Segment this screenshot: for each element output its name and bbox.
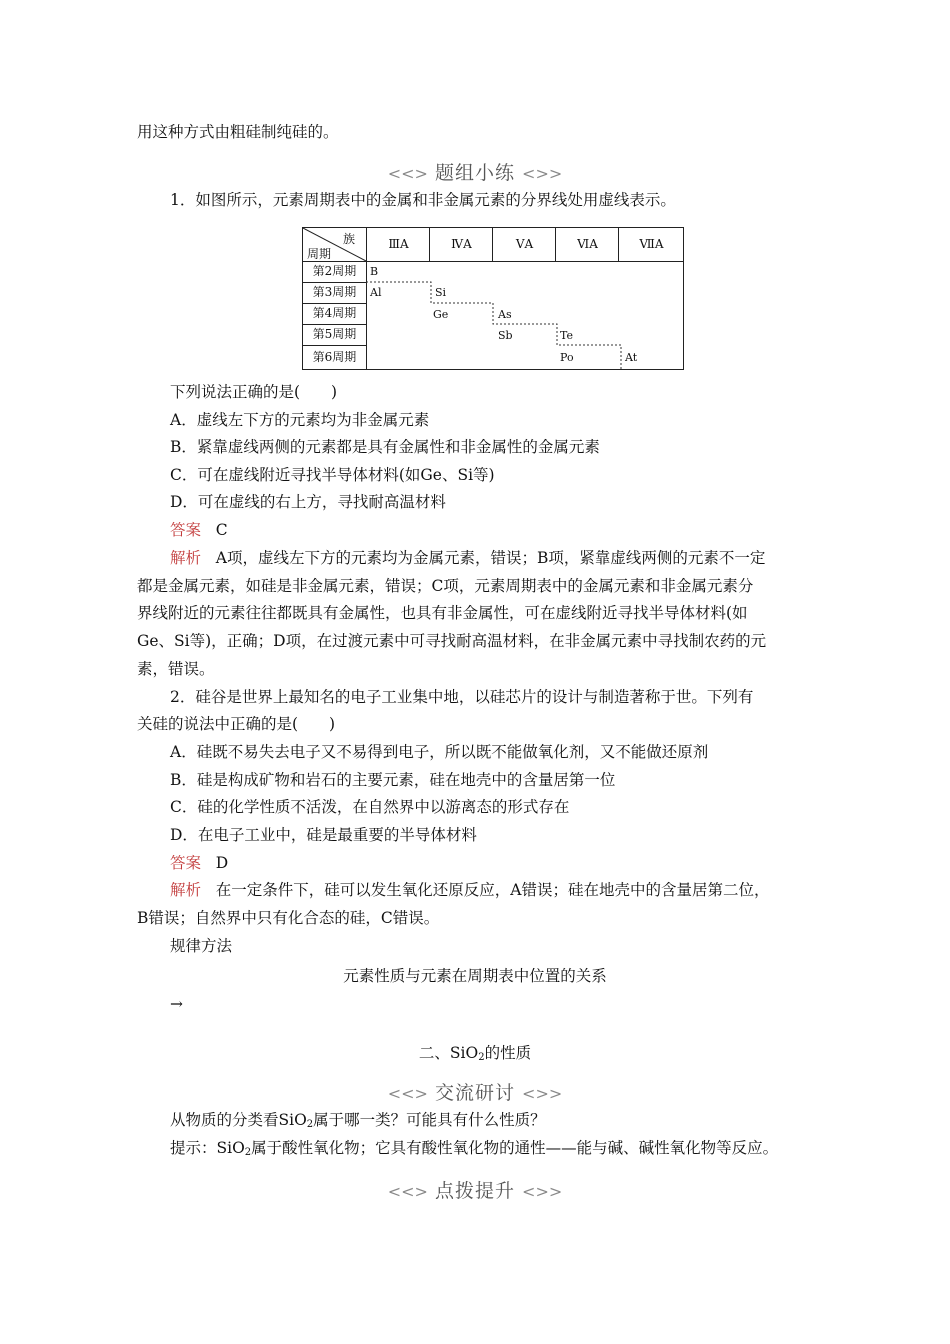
banner-left-ornament: <<> <box>387 1182 428 1201</box>
group-header: ⅤA <box>492 228 556 261</box>
period-label: 第3周期 <box>303 282 367 303</box>
option-a: A．硅既不易失去电子又不易得到电子，所以既不能做氧化剂，又不能做还原剂 <box>170 743 709 761</box>
discussion-hint <box>170 1138 778 1163</box>
element-b: B <box>370 265 379 278</box>
period-label: 第2周期 <box>303 261 367 282</box>
option-c: C．硅的化学性质不活泼，在自然界中以游离态的形式存在 <box>170 798 570 816</box>
text: 提示：SiO <box>170 1139 245 1157</box>
element-ge: Ge <box>433 308 449 321</box>
analysis-text: 都是金属元素，如硅是非金属元素，错误；C项，元素周期表中的金属元素和非金属元素分 <box>137 577 754 595</box>
element-si: Si <box>435 286 447 299</box>
method-title: 元素性质与元素在周期表中位置的关系 <box>343 967 607 985</box>
answer-line <box>170 853 228 873</box>
answer-label: 答案 <box>170 521 202 539</box>
option-b: B．紧靠虚线两侧的元素都是具有金属性和非金属性的金属元素 <box>170 438 600 456</box>
option-a: A．虚线左下方的元素均为非金属元素 <box>170 411 430 429</box>
option-c: C．可在虚线附近寻找半导体材料(如Ge、Si等) <box>170 466 495 484</box>
section-prefix: 二、SiO <box>418 1044 479 1062</box>
group-header: ⅥA <box>555 228 619 261</box>
intro-line: 用这种方式由粗硅制纯硅的。 <box>137 123 339 141</box>
banner-title: 点拨提升 <box>434 1180 515 1202</box>
analysis-line <box>170 880 770 900</box>
answer-label: 答案 <box>170 854 202 872</box>
periodic-table-figure <box>302 227 684 370</box>
analysis-label: 解析 <box>170 549 202 567</box>
element-te: Te <box>560 329 573 342</box>
corner-period-label: 周期 <box>307 247 332 261</box>
discussion-question <box>170 1110 546 1135</box>
analysis-label: 解析 <box>170 881 202 899</box>
banner-title: 交流研讨 <box>434 1082 515 1104</box>
method-label: 规律方法 <box>170 937 233 955</box>
analysis-text: Ge、Si等)，正确；D项，在过渡元素中可寻找耐高温材料，在非金属元素中寻找制农药的元 <box>137 632 767 650</box>
element-as: As <box>498 308 512 321</box>
answer-line <box>170 520 228 540</box>
option-b: B．硅是构成矿物和岩石的主要元素，硅在地壳中的含量居第一位 <box>170 771 616 789</box>
question-2-stem: 关硅的说法中正确的是( ) <box>137 715 336 733</box>
period-label: 第6周期 <box>303 345 367 369</box>
element-po: Po <box>560 351 574 364</box>
section-banner-discussion <box>0 1078 950 1105</box>
element-al: Al <box>370 286 382 299</box>
subscript: 2 <box>244 1147 252 1158</box>
banner-right-ornament: <>> <box>522 1182 563 1201</box>
question-1-stem: 1．如图所示，元素周期表中的金属和非金属元素的分界线处用虚线表示。 <box>170 191 676 209</box>
answer-value: C <box>215 521 228 539</box>
corner-group-label: 族 <box>343 232 356 246</box>
period-label: 第5周期 <box>303 324 367 345</box>
answer-value: D <box>215 854 229 872</box>
section-heading-sio2 <box>0 1043 950 1068</box>
question-1-ask: 下列说法正确的是( ) <box>170 383 338 401</box>
question-2-stem: 2．硅谷是世界上最知名的电子工业集中地，以硅芯片的设计与制造著称于世。下列有 <box>170 688 754 706</box>
banner-right-ornament: <>> <box>522 1084 563 1103</box>
banner-left-ornament: <<> <box>387 164 428 183</box>
arrow-glyph: → <box>170 995 183 1013</box>
group-header: ⅦA <box>618 228 684 261</box>
period-label: 第4周期 <box>303 303 367 324</box>
analysis-text: A项，虚线左下方的元素均为金属元素，错误；B项，紧靠虚线两侧的元素不一定 <box>215 549 766 567</box>
analysis-text: 界线附近的元素往往都既具有金属性，也具有非金属性，可在虚线附近寻找半导体材料(如 <box>137 604 748 622</box>
text: 属于哪一类？可能具有什么性质？ <box>313 1111 546 1129</box>
banner-title: 题组小练 <box>434 162 515 184</box>
text: 从物质的分类看SiO <box>170 1111 307 1129</box>
banner-left-ornament: <<> <box>387 1084 428 1103</box>
group-header: ⅣA <box>429 228 493 261</box>
analysis-text: 素，错误。 <box>137 660 215 678</box>
group-header: ⅢA <box>366 228 430 261</box>
analysis-text: 在一定条件下，硅可以发生氧化还原反应，A错误；硅在地壳中的含量居第二位， <box>215 881 770 899</box>
metal-nonmetal-boundary-line <box>303 228 683 369</box>
analysis-line <box>170 548 765 568</box>
section-banner-practice <box>0 158 950 185</box>
element-sb: Sb <box>498 329 513 342</box>
section-subscript: 2 <box>478 1052 485 1063</box>
text: 属于酸性氧化物；它具有酸性氧化物的通性——能与碱、碱性氧化物等反应。 <box>251 1139 779 1157</box>
option-d: D．可在虚线的右上方，寻找耐高温材料 <box>170 493 446 511</box>
section-banner-guidance <box>0 1176 950 1203</box>
section-suffix: 的性质 <box>484 1044 532 1062</box>
analysis-text: B错误；自然界中只有化合态的硅，C错误。 <box>137 909 440 927</box>
option-d: D．在电子工业中，硅是最重要的半导体材料 <box>170 826 477 844</box>
banner-right-ornament: <>> <box>522 164 563 183</box>
subscript: 2 <box>306 1119 314 1130</box>
element-at: At <box>625 351 638 364</box>
